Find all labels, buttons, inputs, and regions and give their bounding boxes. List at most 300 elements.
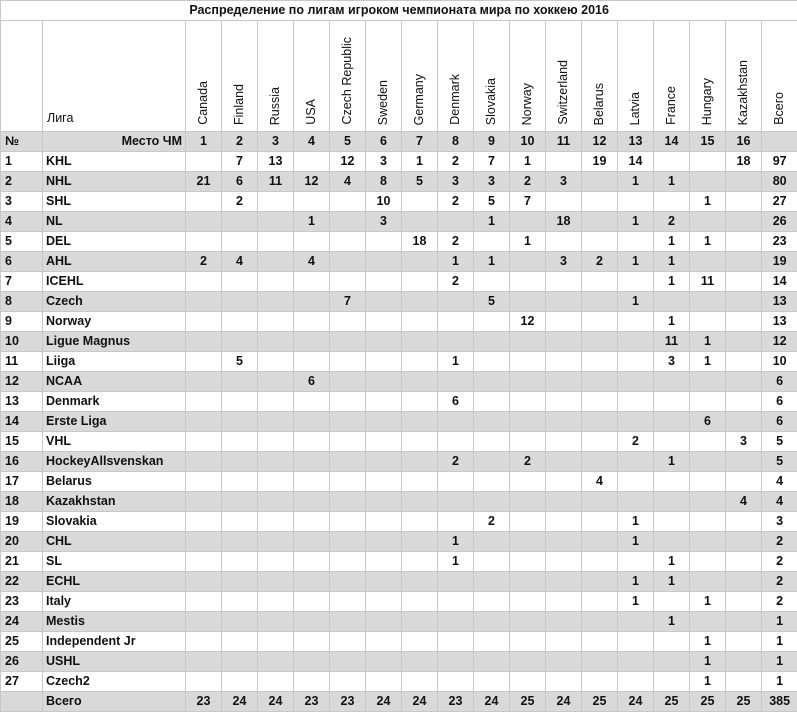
value-cell — [258, 492, 294, 512]
value-cell — [654, 152, 690, 172]
value-cell — [582, 412, 618, 432]
table-row — [1, 552, 797, 572]
value-cell — [366, 332, 402, 352]
place-cell: 15 — [690, 132, 726, 152]
country-header-label: Sweden — [374, 74, 393, 125]
value-cell — [438, 312, 474, 332]
value-cell — [366, 672, 402, 692]
value-cell: 2 — [438, 232, 474, 252]
value-cell — [186, 352, 222, 372]
column-total-cell: 25 — [510, 692, 546, 712]
value-cell — [186, 452, 222, 472]
value-cell — [582, 272, 618, 292]
value-cell — [690, 452, 726, 472]
table-row — [1, 192, 797, 212]
value-cell — [474, 332, 510, 352]
value-cell — [186, 392, 222, 412]
value-cell — [402, 592, 438, 612]
value-cell — [186, 512, 222, 532]
value-cell — [330, 672, 366, 692]
value-cell — [294, 592, 330, 612]
value-cell — [258, 332, 294, 352]
country-header-label: France — [662, 80, 681, 125]
value-cell — [294, 652, 330, 672]
value-cell — [726, 232, 762, 252]
row-total-cell: 5 — [762, 452, 797, 472]
value-cell — [618, 372, 654, 392]
value-cell — [330, 592, 366, 612]
row-total-cell: 4 — [762, 472, 797, 492]
country-column-header — [690, 21, 726, 132]
value-cell: 11 — [654, 332, 690, 352]
league-name-cell: NL — [43, 212, 186, 232]
value-cell — [330, 512, 366, 532]
place-cell: 16 — [726, 132, 762, 152]
table-row — [1, 332, 797, 352]
country-column-header — [726, 21, 762, 132]
place-cell: 9 — [474, 132, 510, 152]
value-cell — [618, 352, 654, 372]
table-row — [1, 272, 797, 292]
value-cell — [330, 352, 366, 372]
value-cell: 1 — [618, 292, 654, 312]
value-cell — [582, 572, 618, 592]
value-cell — [582, 312, 618, 332]
value-cell — [654, 512, 690, 532]
value-cell: 12 — [330, 152, 366, 172]
league-column-header: Лига — [43, 21, 186, 132]
value-cell — [222, 392, 258, 412]
value-cell — [474, 632, 510, 652]
row-number-cell: 23 — [1, 592, 43, 612]
value-cell — [474, 592, 510, 612]
value-cell — [258, 592, 294, 612]
league-name-cell: Mestis — [43, 612, 186, 632]
league-name-cell: SHL — [43, 192, 186, 212]
total-column-header — [762, 21, 797, 132]
row-number-cell: 26 — [1, 652, 43, 672]
column-total-cell: 24 — [222, 692, 258, 712]
value-cell — [510, 412, 546, 432]
place-cell: 7 — [402, 132, 438, 152]
value-cell — [294, 572, 330, 592]
value-cell — [546, 552, 582, 572]
country-column-header — [510, 21, 546, 132]
value-cell — [402, 472, 438, 492]
value-cell — [186, 232, 222, 252]
place-cell: 3 — [258, 132, 294, 152]
value-cell — [690, 432, 726, 452]
value-cell — [618, 492, 654, 512]
value-cell — [690, 512, 726, 532]
value-cell — [510, 352, 546, 372]
totals-row — [1, 692, 797, 712]
value-cell — [402, 652, 438, 672]
value-cell — [186, 612, 222, 632]
value-cell — [366, 272, 402, 292]
value-cell — [330, 332, 366, 352]
table-row — [1, 432, 797, 452]
value-cell: 10 — [366, 192, 402, 212]
value-cell — [654, 652, 690, 672]
value-cell: 1 — [654, 312, 690, 332]
league-name-cell: VHL — [43, 432, 186, 452]
value-cell — [438, 372, 474, 392]
value-cell — [186, 472, 222, 492]
value-cell: 7 — [510, 192, 546, 212]
value-cell — [546, 632, 582, 652]
value-cell: 3 — [726, 432, 762, 452]
value-cell — [690, 472, 726, 492]
row-total-cell: 4 — [762, 492, 797, 512]
value-cell — [186, 412, 222, 432]
value-cell — [222, 312, 258, 332]
country-column-header — [330, 21, 366, 132]
value-cell — [222, 292, 258, 312]
value-cell — [690, 172, 726, 192]
place-cell: 5 — [330, 132, 366, 152]
value-cell — [330, 232, 366, 252]
value-cell — [402, 272, 438, 292]
value-cell — [186, 632, 222, 652]
value-cell: 1 — [654, 452, 690, 472]
value-cell — [726, 192, 762, 212]
value-cell — [222, 212, 258, 232]
table-row — [1, 452, 797, 472]
value-cell — [258, 352, 294, 372]
value-cell — [582, 192, 618, 212]
place-row — [1, 132, 797, 152]
table-row — [1, 512, 797, 532]
value-cell — [654, 192, 690, 212]
value-cell — [546, 372, 582, 392]
value-cell — [402, 612, 438, 632]
place-cell: 1 — [186, 132, 222, 152]
country-column-header — [402, 21, 438, 132]
country-column-header — [546, 21, 582, 132]
value-cell — [402, 352, 438, 372]
value-cell: 1 — [654, 232, 690, 252]
value-cell: 8 — [366, 172, 402, 192]
value-cell — [294, 512, 330, 532]
value-cell — [510, 432, 546, 452]
value-cell — [726, 452, 762, 472]
value-cell — [438, 652, 474, 672]
row-number-cell: 11 — [1, 352, 43, 372]
value-cell — [546, 352, 582, 372]
value-cell — [654, 592, 690, 612]
value-cell: 1 — [402, 152, 438, 172]
row-number-cell: 21 — [1, 552, 43, 572]
row-total-cell: 5 — [762, 432, 797, 452]
value-cell — [366, 552, 402, 572]
value-cell — [690, 572, 726, 592]
row-number-cell: 16 — [1, 452, 43, 472]
column-total-cell: 25 — [726, 692, 762, 712]
value-cell — [474, 272, 510, 292]
row-total-cell: 2 — [762, 552, 797, 572]
value-cell — [186, 292, 222, 312]
value-cell: 1 — [474, 212, 510, 232]
value-cell — [258, 392, 294, 412]
value-cell: 1 — [690, 592, 726, 612]
value-cell — [438, 672, 474, 692]
value-cell — [510, 272, 546, 292]
column-total-cell: 23 — [330, 692, 366, 712]
value-cell — [366, 252, 402, 272]
value-cell — [474, 532, 510, 552]
value-cell — [726, 572, 762, 592]
table-row — [1, 392, 797, 412]
value-cell: 1 — [618, 212, 654, 232]
value-cell — [546, 532, 582, 552]
value-cell — [438, 432, 474, 452]
row-number-cell: 1 — [1, 152, 43, 172]
value-cell — [438, 332, 474, 352]
value-cell — [186, 552, 222, 572]
column-total-cell: 23 — [186, 692, 222, 712]
value-cell — [582, 292, 618, 312]
row-number-cell: 22 — [1, 572, 43, 592]
value-cell — [366, 392, 402, 412]
country-column-header — [258, 21, 294, 132]
value-cell — [726, 352, 762, 372]
value-cell — [690, 392, 726, 412]
value-cell — [186, 652, 222, 672]
value-cell — [294, 492, 330, 512]
value-cell — [546, 392, 582, 412]
value-cell — [294, 532, 330, 552]
value-cell — [222, 452, 258, 472]
country-column-header — [222, 21, 258, 132]
value-cell — [186, 332, 222, 352]
value-cell — [294, 232, 330, 252]
value-cell — [222, 552, 258, 572]
country-column-header — [294, 21, 330, 132]
value-cell — [474, 572, 510, 592]
value-cell — [510, 472, 546, 492]
table-row — [1, 612, 797, 632]
number-column-header: № — [1, 132, 43, 152]
value-cell: 1 — [474, 252, 510, 272]
value-cell — [402, 372, 438, 392]
value-cell — [258, 312, 294, 332]
value-cell — [654, 392, 690, 412]
row-number-cell: 24 — [1, 612, 43, 632]
value-cell — [222, 612, 258, 632]
country-column-header — [366, 21, 402, 132]
total-header-label: Всего — [770, 86, 789, 125]
value-cell — [438, 512, 474, 532]
row-number-cell: 15 — [1, 432, 43, 452]
row-total-cell: 3 — [762, 512, 797, 532]
value-cell — [222, 412, 258, 432]
value-cell — [222, 652, 258, 672]
value-cell: 7 — [330, 292, 366, 312]
league-name-cell: KHL — [43, 152, 186, 172]
value-cell — [222, 332, 258, 352]
value-cell — [294, 612, 330, 632]
value-cell — [474, 232, 510, 252]
table-title: Распределение по лигам игроком чемпионата мира по хоккею 2016 — [1, 1, 797, 21]
value-cell — [546, 472, 582, 492]
value-cell: 1 — [690, 652, 726, 672]
value-cell — [366, 292, 402, 312]
value-cell — [546, 452, 582, 472]
value-cell — [330, 212, 366, 232]
table-row — [1, 492, 797, 512]
country-header-label: Germany — [410, 68, 429, 125]
value-cell: 2 — [186, 252, 222, 272]
value-cell — [546, 652, 582, 672]
value-cell — [186, 152, 222, 172]
value-cell: 1 — [438, 352, 474, 372]
value-cell — [366, 372, 402, 392]
value-cell — [402, 452, 438, 472]
value-cell — [546, 572, 582, 592]
value-cell — [546, 312, 582, 332]
value-cell — [258, 472, 294, 492]
column-total-cell: 24 — [474, 692, 510, 712]
value-cell — [654, 632, 690, 652]
value-cell: 12 — [510, 312, 546, 332]
value-cell — [258, 272, 294, 292]
value-cell — [546, 492, 582, 512]
value-cell — [402, 292, 438, 312]
value-cell — [618, 632, 654, 652]
value-cell — [222, 432, 258, 452]
row-number-cell: 9 — [1, 312, 43, 332]
value-cell — [438, 212, 474, 232]
row-total-cell: 6 — [762, 372, 797, 392]
value-cell — [294, 152, 330, 172]
column-total-cell: 23 — [438, 692, 474, 712]
value-cell — [726, 652, 762, 672]
value-cell — [402, 332, 438, 352]
value-cell — [582, 212, 618, 232]
value-cell — [474, 672, 510, 692]
value-cell — [258, 612, 294, 632]
value-cell — [546, 592, 582, 612]
value-cell: 1 — [654, 552, 690, 572]
value-cell — [582, 512, 618, 532]
value-cell: 18 — [726, 152, 762, 172]
country-header-label: Slovakia — [482, 72, 501, 125]
country-header-label: Czech Republic — [338, 31, 357, 125]
value-cell: 6 — [690, 412, 726, 432]
place-total-blank-cell — [762, 132, 797, 152]
value-cell: 2 — [654, 212, 690, 232]
value-cell: 4 — [294, 252, 330, 272]
value-cell — [618, 272, 654, 292]
value-cell — [438, 572, 474, 592]
value-cell — [294, 452, 330, 472]
value-cell — [258, 372, 294, 392]
value-cell — [618, 672, 654, 692]
value-cell — [582, 532, 618, 552]
table-row — [1, 352, 797, 372]
value-cell: 11 — [258, 172, 294, 192]
value-cell: 6 — [222, 172, 258, 192]
country-header-label: Norway — [518, 77, 537, 125]
value-cell — [510, 512, 546, 532]
value-cell — [366, 572, 402, 592]
value-cell — [186, 312, 222, 332]
value-cell: 5 — [474, 192, 510, 212]
place-cell: 10 — [510, 132, 546, 152]
value-cell: 1 — [690, 352, 726, 372]
value-cell: 12 — [294, 172, 330, 192]
league-name-cell: Czech2 — [43, 672, 186, 692]
value-cell — [474, 492, 510, 512]
value-cell — [510, 632, 546, 652]
value-cell: 3 — [366, 152, 402, 172]
country-header-label: Switzerland — [554, 54, 573, 125]
value-cell — [330, 252, 366, 272]
value-cell: 1 — [618, 532, 654, 552]
value-cell — [258, 532, 294, 552]
row-total-cell: 10 — [762, 352, 797, 372]
value-cell — [402, 632, 438, 652]
value-cell — [546, 192, 582, 212]
value-cell — [690, 612, 726, 632]
value-cell: 1 — [654, 572, 690, 592]
row-total-cell: 2 — [762, 592, 797, 612]
value-cell: 2 — [438, 152, 474, 172]
value-cell: 6 — [438, 392, 474, 412]
table-row — [1, 672, 797, 692]
row-number-cell: 2 — [1, 172, 43, 192]
value-cell — [474, 312, 510, 332]
value-cell — [618, 452, 654, 472]
league-name-cell: HockeyAllsvenskan — [43, 452, 186, 472]
country-header-label: Latvia — [626, 86, 645, 125]
value-cell: 4 — [726, 492, 762, 512]
league-name-cell: Belarus — [43, 472, 186, 492]
row-number-cell: 19 — [1, 512, 43, 532]
value-cell — [294, 632, 330, 652]
league-name-cell: Czech — [43, 292, 186, 312]
value-cell — [222, 572, 258, 592]
value-cell — [546, 332, 582, 352]
value-cell — [222, 272, 258, 292]
value-cell — [618, 332, 654, 352]
value-cell — [330, 392, 366, 412]
value-cell — [186, 192, 222, 212]
column-total-cell: 25 — [582, 692, 618, 712]
league-name-cell: CHL — [43, 532, 186, 552]
country-header-label: Russia — [266, 81, 285, 125]
value-cell — [294, 332, 330, 352]
row-total-cell: 19 — [762, 252, 797, 272]
value-cell: 1 — [690, 672, 726, 692]
value-cell — [546, 152, 582, 172]
value-cell — [402, 392, 438, 412]
table-row — [1, 232, 797, 252]
value-cell — [258, 672, 294, 692]
value-cell — [546, 412, 582, 432]
value-cell — [582, 452, 618, 472]
value-cell — [690, 552, 726, 572]
value-cell: 5 — [222, 352, 258, 372]
league-name-cell: Erste Liga — [43, 412, 186, 432]
row-total-cell: 97 — [762, 152, 797, 172]
value-cell: 2 — [438, 192, 474, 212]
value-cell — [366, 532, 402, 552]
value-cell — [618, 652, 654, 672]
value-cell — [222, 472, 258, 492]
value-cell — [474, 432, 510, 452]
